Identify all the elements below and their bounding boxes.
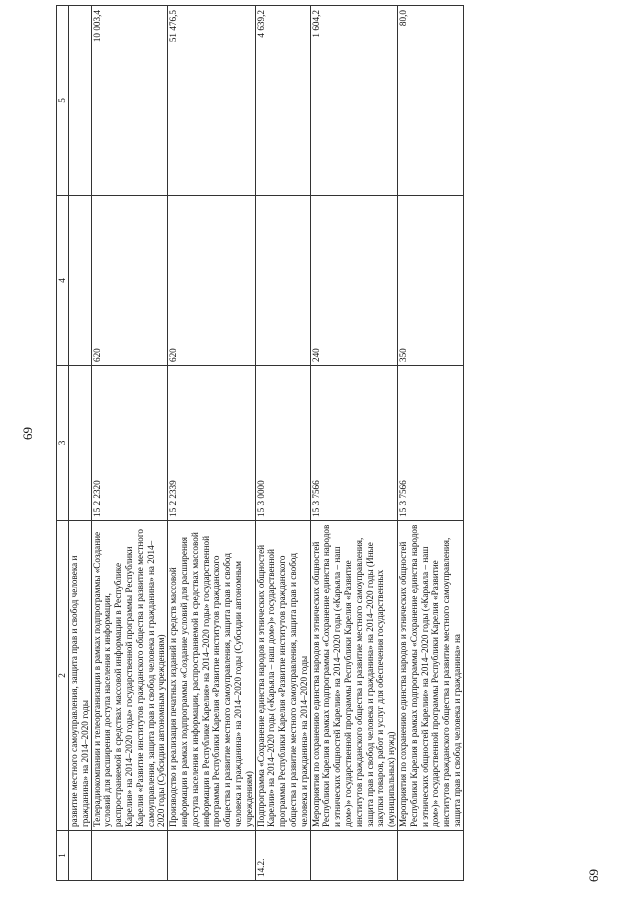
row-target-code: 15 3 7566 [397, 366, 463, 521]
row-target-code: 15 2 2339 [168, 366, 255, 521]
row-target-code: 15 2 2320 [91, 366, 168, 521]
budget-table [56, 5, 464, 881]
row-expense-type: 620 [168, 196, 255, 366]
table-row [168, 6, 255, 881]
header-col-1: 1 [57, 831, 69, 881]
row-amount: 10 003,4 [91, 6, 168, 196]
row-number [310, 831, 397, 881]
rotated-page-content [56, 6, 610, 881]
row-amount [69, 6, 92, 196]
table-row [91, 6, 168, 881]
page-number: 69 [20, 427, 35, 440]
row-number: 14.2. [255, 831, 310, 881]
row-expense-type: 240 [310, 196, 397, 366]
header-col-5: 5 [57, 6, 69, 196]
row-amount: 4 639,2 [255, 6, 310, 196]
row-amount: 80,0 [397, 6, 463, 196]
header-col-4: 4 [57, 196, 69, 366]
row-number [69, 831, 92, 881]
table-header-row [57, 6, 69, 881]
row-target-code: 15 3 0000 [255, 366, 310, 521]
row-number [91, 831, 168, 881]
bottom-page-number: 69 [586, 869, 601, 882]
row-description: развитие местного самоуправления, защита прав и свобод человека и гражданина» на 2014–2020 годы [69, 521, 92, 831]
table-row [255, 6, 310, 881]
table-row [69, 6, 92, 881]
row-amount: 51 476,5 [168, 6, 255, 196]
row-target-code [69, 366, 92, 521]
row-description: Мероприятия по сохранению единства народов и этнических общностей Республики Карелия в рамках подпрограммы «Сохранение единства народов и этнических общностей Карелии» на 2014–2020 годы («Карьяла – наш дом»)» государственной программы Республики Карелия «Развитие институтов гражданского общества и развитие местного самоуправления, защита прав и свобод человека и гражданина» на 2014–2020 годы (Иные закупки товаров, работ и услуг для обеспечения государственных (муниципальных) нужд) [310, 521, 397, 831]
row-description: Подпрограмма «Сохранение единства народов и этнических общностей Карелии» на 2014–2020 годы («Карьяла – наш дом»)» государственной программы Республики Карелия «Развитие институтов гражданского общества и развитие местного самоуправления, защита прав и свобод человека и гражданина» на 2014–2020 годы [255, 521, 310, 831]
row-target-code: 15 3 7566 [310, 366, 397, 521]
row-amount: 1 604,2 [310, 6, 397, 196]
header-col-3: 3 [57, 366, 69, 521]
row-expense-type [255, 196, 310, 366]
row-number [397, 831, 463, 881]
row-description: Телерадиокомпании и телеорганизации в рамках подпрограммы «Создание условий для расширения доступа населения к информации, распространяемой в средствах массовой информации в Республике Карелия» на 2014–2020 годы» государственной программы Республики Карелия «Развитие институтов гражданского общества и развитие местного самоуправления, защита прав и свобод человека и гражданина» на 2014–2020 годы (Субсидии автономным учреждениям) [91, 521, 168, 831]
row-number [168, 831, 255, 881]
table-row [310, 6, 397, 881]
row-expense-type: 350 [397, 196, 463, 366]
table-row [397, 6, 463, 881]
row-description: Мероприятия по сохранению единства народов и этнических общностей Республики Карелия в рамках подпрограммы «Сохранение единства народов и этнических общностей Карелии» на 2014–2020 годы («Карьяла – наш дом»)» государственной программы Республики Карелия «Развитие институтов гражданского общества и развитие местного самоуправления, защита прав и свобод человека и гражданина» на [397, 521, 463, 831]
row-expense-type: 620 [91, 196, 168, 366]
row-expense-type [69, 196, 92, 366]
header-col-2: 2 [57, 521, 69, 831]
row-description: Производство и реализация печатных изданий и средств массовой информации в рамках подпрограммы «Создание условий для расширения доступа населения к информации, распространяемой в средствах массовой информации в Республике Карелия» на 2014–2020 годы» государственной программы Республики Карелия «Развитие институтов гражданского общества и развитие местного самоуправления, защита прав и свобод человека и гражданина» на 2014–2020 годы (Субсидии автономным учреждениям) [168, 521, 255, 831]
